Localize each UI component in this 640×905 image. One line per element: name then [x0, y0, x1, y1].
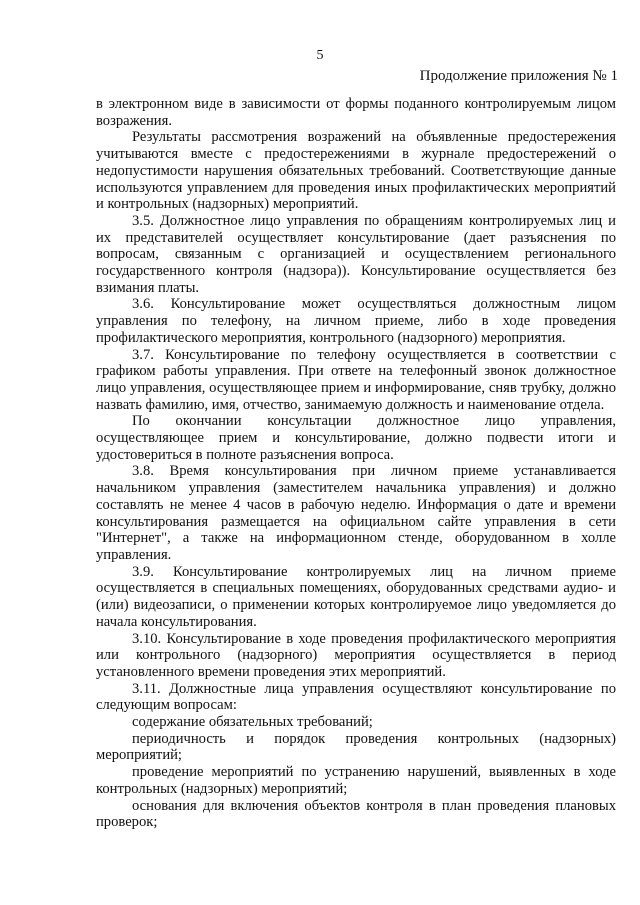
paragraph: 3.10. Консультирование в ходе проведения профилактического мероприятия или контрольного (надзорного) мероприятия осуществляется в период установленного времени проведения этих мероприятий.	[96, 630, 616, 680]
paragraph: 3.5. Должностное лицо управления по обращениям контролируемых лиц и их представителей осуществляет консультирование (дает разъяснения по вопросам, связанным с организацией и осуществлением регионального государственного контроля (надзора)). Консультирование осуществляется без взимания платы.	[96, 212, 616, 296]
paragraph: По окончании консультации должностное лицо управления, осуществляющее прием и консультирование, должно подвести итоги и удостовериться в полноте разъяснения вопроса.	[96, 413, 616, 463]
paragraph: 3.8. Время консультирования при личном приеме устанавливается начальником управления (заместителем начальника управления) и должно составлять не менее 4 часов в рабочую неделю. Информация о дате и времени консультирования размещается на официальном сайте управления в сети "Интернет", а также на информационном стенде, оборудованном в холле управления.	[96, 463, 616, 563]
appendix-continuation-note: Продолжение приложения № 1	[419, 68, 618, 84]
paragraph: 3.7. Консультирование по телефону осуществляется в соответствии с графиком работы управления. При ответе на телефонный звонок должностное лицо управления, осуществляющее прием и информирование, сняв трубку, должно назвать фамилию, имя, отчество, занимаемую должность и наименование отдела.	[96, 346, 616, 413]
paragraph: Результаты рассмотрения возражений на объявленные предостережения учитываются вместе с предостережениями в журнале предостережений о недопустимости нарушения обязательных требований. Соответствующие данные используются управлением для проведения иных профилактических мероприятий и контрольных (надзорных) мероприятий.	[96, 129, 616, 213]
paragraph: 3.9. Консультирование контролируемых лиц на личном приеме осуществляется в специальных помещениях, оборудованных средствами аудио- и (или) видеозаписи, о применении которых контролируемое лицо уведомляется до начала консультирования.	[96, 563, 616, 630]
paragraph: 3.6. Консультирование может осуществляться должностным лицом управления по телефону, на личном приеме, либо в ходе проведения профилактического мероприятия, контрольного (надзорного) мероприятия.	[96, 296, 616, 346]
page-number: 5	[316, 48, 324, 63]
document-body	[96, 96, 616, 831]
paragraph: содержание обязательных требований;	[132, 714, 373, 731]
paragraph: в электронном виде в зависимости от формы поданного контролируемым лицом возражения.	[96, 96, 616, 129]
paragraph: 3.11. Должностные лица управления осуществляют консультирование по следующим вопросам:	[96, 680, 616, 714]
paragraph: основания для включения объектов контроля в план проведения плановых проверок;	[96, 797, 616, 831]
paragraph: периодичность и порядок проведения контрольных (надзорных) мероприятий;	[96, 730, 616, 764]
paragraph: проведение мероприятий по устранению нарушений, выявленных в ходе контрольных (надзорных) мероприятий;	[96, 764, 616, 797]
